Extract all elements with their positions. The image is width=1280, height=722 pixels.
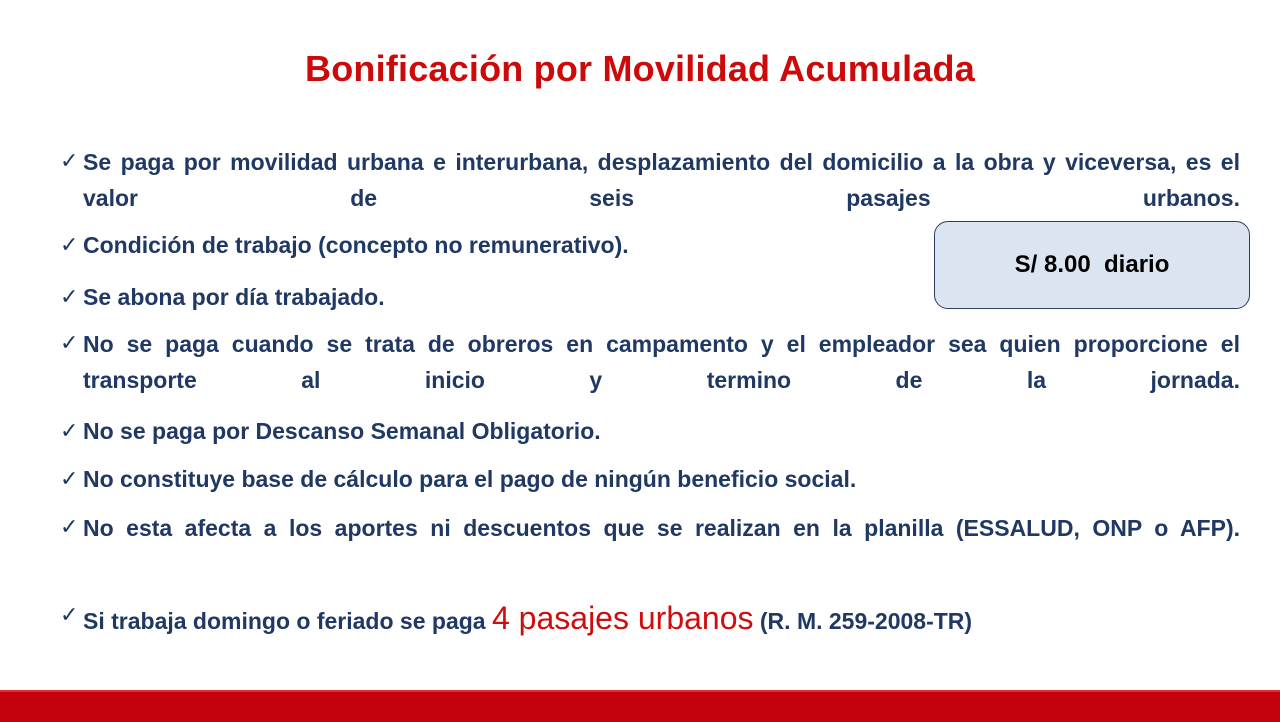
checkmark-icon: ✓ [60,330,79,355]
bullet-item [60,510,1240,582]
checkmark-icon: ✓ [60,602,79,627]
bullet-text-after: (R. M. 259-2008-TR) [759,608,973,634]
bullet-text-before: Si trabaja domingo o feriado se paga [83,608,486,634]
highlight-pasajes: 4 pasajes urbanos [491,600,754,636]
price-box: S/ 8.00 diario [934,221,1250,309]
bullet-text: Se paga por movilidad urbana e interurbana, desplazamiento del domicilio a la obra y viceversa, es el valor de seis pasajes urbanos. [83,149,1240,211]
checkmark-icon: ✓ [60,284,79,309]
bullet-text: No esta afecta a los aportes ni descuentos que se realizan en la planilla (ESSALUD, ONP o AFP). [83,515,1240,541]
checkmark-icon: ✓ [60,514,79,539]
bullet-text: Se abona por día trabajado. [83,284,385,310]
bullet-text: No se paga cuando se trata de obreros en campamento y el empleador sea quien proporcione el transporte al inicio y termino de la jornada. [83,331,1240,393]
bullet-text: No constituye base de cálculo para el pago de ningún beneficio social. [83,466,857,492]
slide-title: Bonificación por Movilidad Acumulada [305,48,975,89]
footer-bar [0,690,1280,722]
bullet-item [60,598,1240,641]
checkmark-icon: ✓ [60,232,79,257]
checkmark-icon: ✓ [60,418,79,443]
bullet-text: No se paga por Descanso Semanal Obligatorio. [83,418,601,444]
bullet-item [60,462,1240,496]
bullet-item [60,414,1240,448]
bullet-text [83,598,1240,641]
bullet-text: Condición de trabajo (concepto no remunerativo). [83,232,629,258]
checkmark-icon: ✓ [60,148,79,173]
checkmark-icon: ✓ [60,466,79,491]
